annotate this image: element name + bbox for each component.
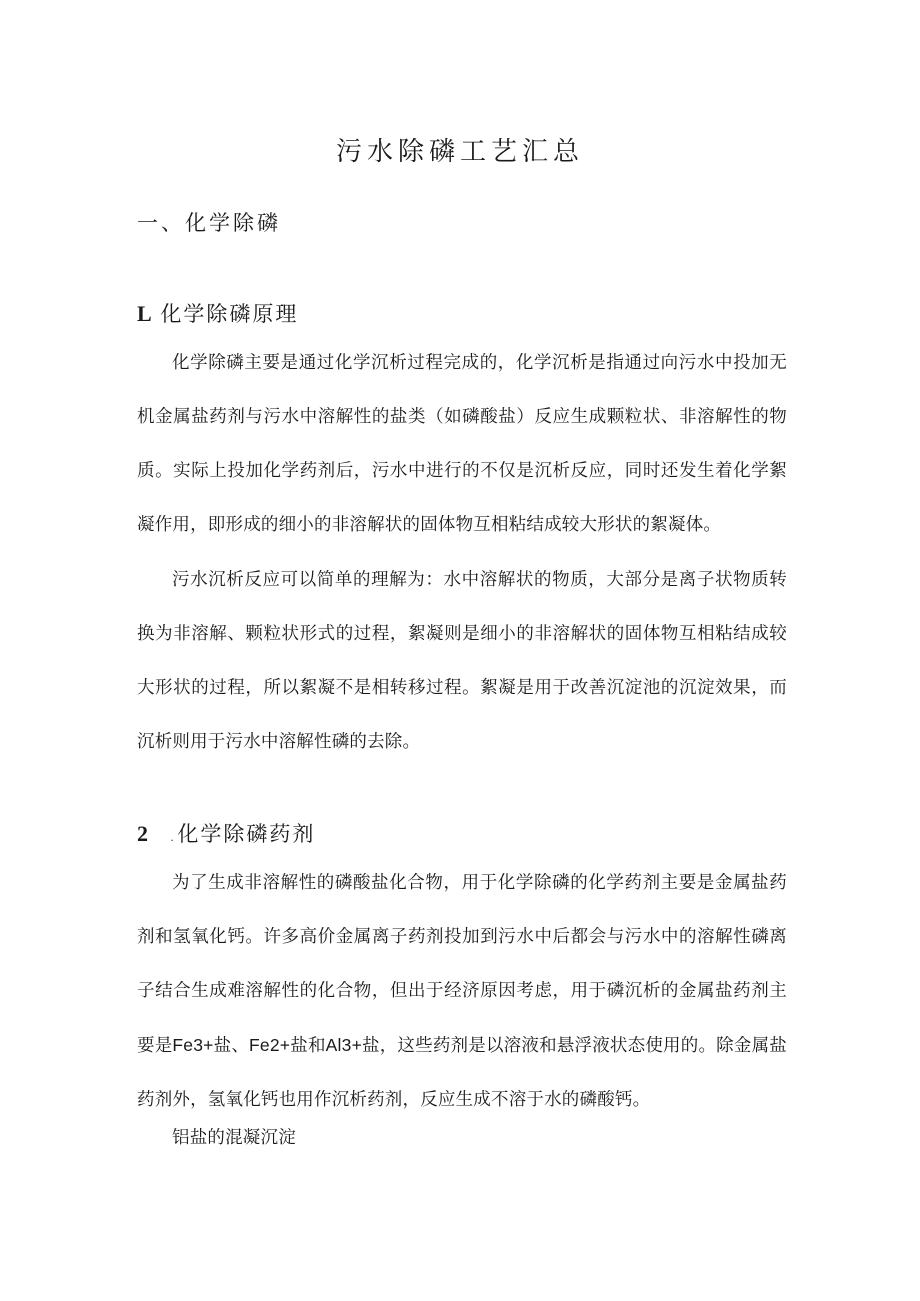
paragraph-principle-1: 化学除磷主要是通过化学沉析过程完成的，化学沉析是指通过向污水中投加无机金属盐药剂与污水中溶解性的盐类（如磷酸盐）反应生成颗粒状、非溶解性的物质。实际上投加化学药剂后，污水中进行的不仅是沉析反应，同时还发生着化学絮凝作用，即形成的细小的非溶解状的固体物互相粘结成较大形状的絮凝体。 [137,353,787,535]
ion-al3: Al3+ [325,1035,362,1055]
paragraph-text: 盐和 [290,1036,326,1056]
paragraph-text: 盐，这些药剂是以溶液和悬浮液状态使用的。除金属盐药剂外，氢氧化钙也用作沉析药剂，反应生成不溶于水的磷酸钙。 [137,1036,787,1110]
paragraph-text: 盐、 [213,1036,250,1056]
aluminum-salt-note: 铝盐的混凝沉淀 [172,1128,296,1148]
subsection-number: 2 [137,821,148,846]
paragraph-reagents [137,856,787,1127]
subsection-number: L [137,301,152,326]
section-heading-chemical-phosphorus-removal: 一、化学除磷 [137,211,281,235]
paragraph-text: 为了生成非溶解性的磷酸盐化合物，用于化学除磷的化学药剂主要是金属盐药剂和氢氧化钙。许多高价金属离子药剂投加到污水中后都会与污水中的溶解性磷离子结合生成难溶解性的化合物，但出于经济原因考虑，用于磷沉析的金属盐药剂主要是 [137,873,787,1056]
subsection-heading-reagents [137,818,315,848]
subsection-heading-principle [137,298,298,328]
subsection-title: 化学除磷原理 [160,302,299,326]
ion-fe2: Fe2+ [249,1035,291,1055]
document-title: 污水除磷工艺汇总 [335,137,584,167]
subsection-title: .化学除磷药剂 [168,822,316,846]
paragraph-principle-2: 污水沉析反应可以简单的理解为：水中溶解状的物质，大部分是离子状物质转换为非溶解、颗粒状形式的过程，絮凝则是细小的非溶解状的固体物互相粘结成较大形状的过程，所以絮凝不是相转移过程。絮凝是用于改善沉淀池的沉淀效果，而沉析则用于污水中溶解性磷的去除。 [137,570,787,752]
ion-fe3: Fe3+ [172,1035,214,1055]
